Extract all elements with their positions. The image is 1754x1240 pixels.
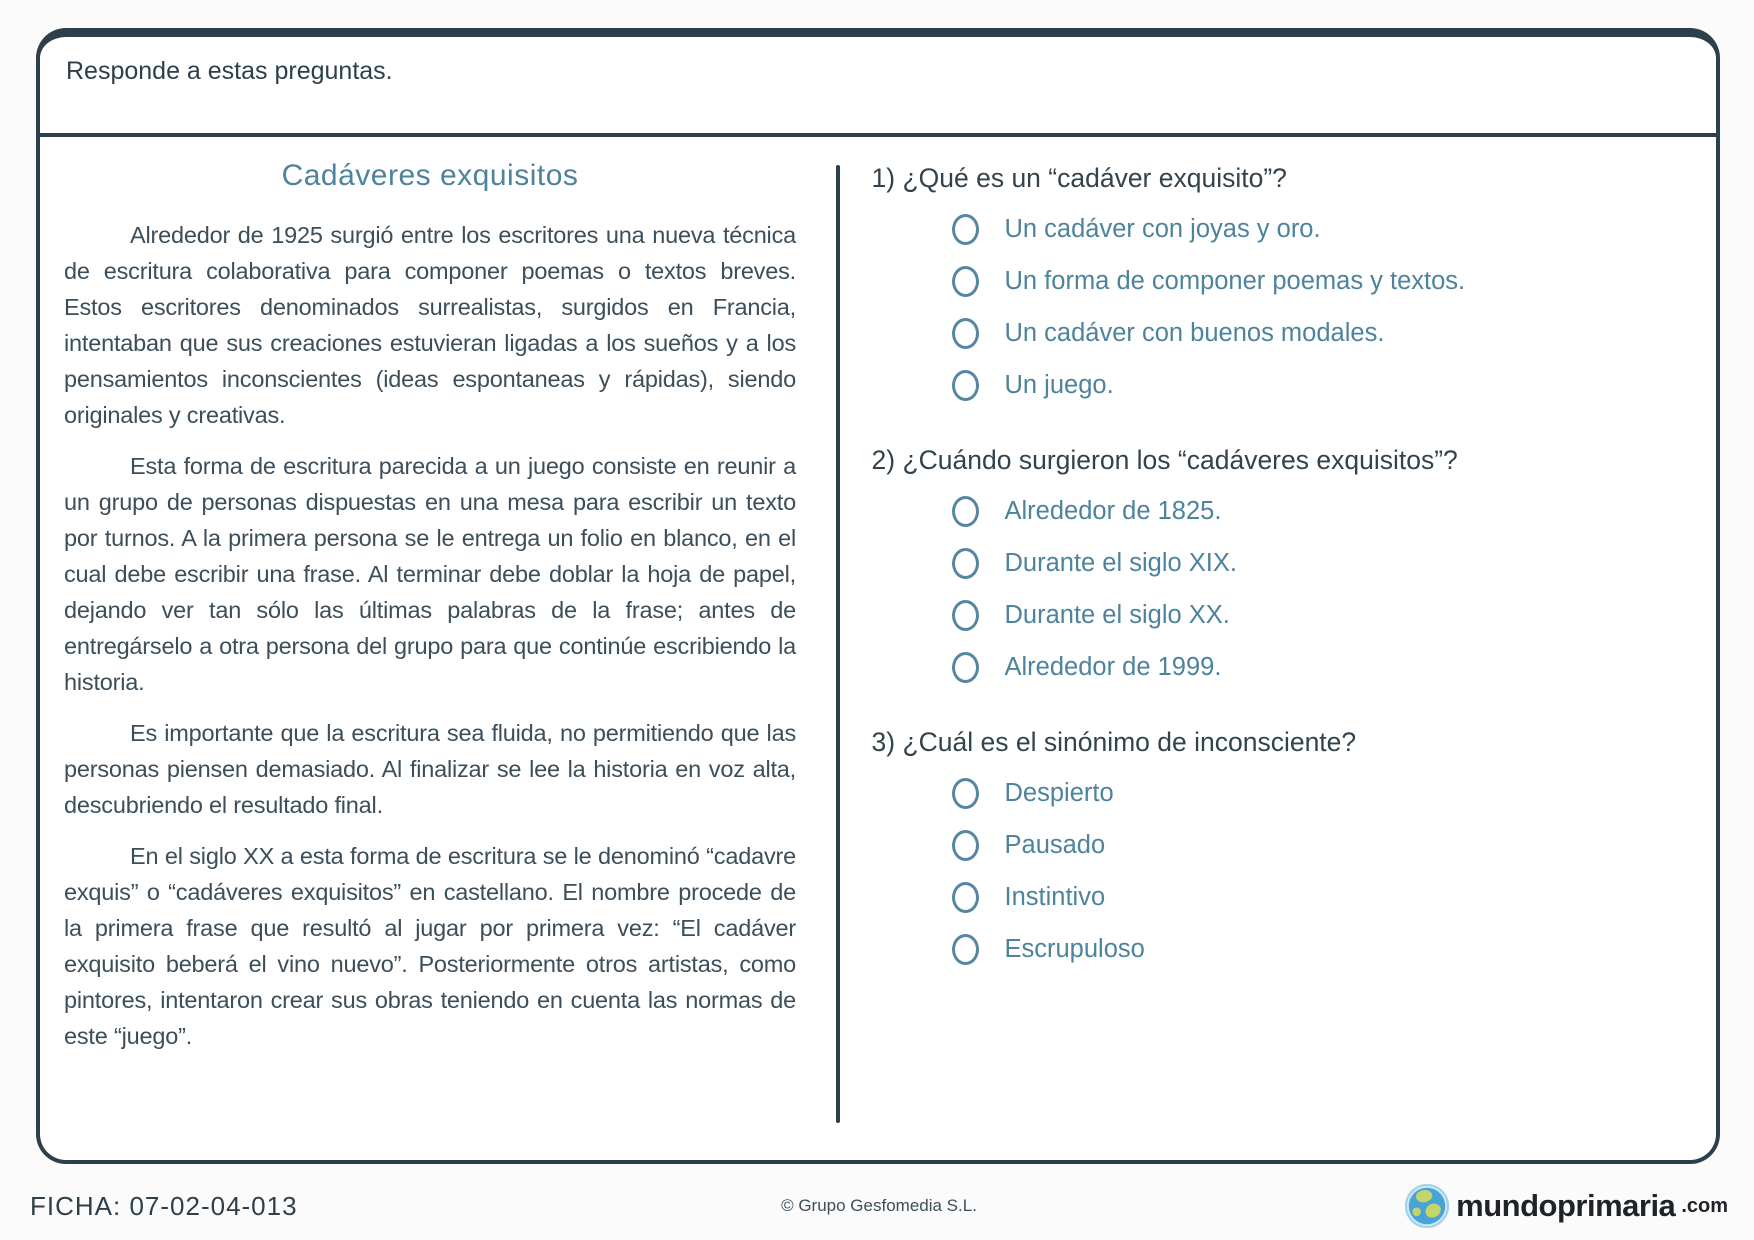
instruction-text: Responde a estas preguntas.	[66, 57, 393, 85]
brand-name: mundoprimaria	[1456, 1188, 1676, 1223]
reading-passage	[40, 137, 836, 1160]
question-2-option-3[interactable]: Durante el siglo XX.	[952, 600, 1687, 631]
radio-button-icon[interactable]	[952, 214, 979, 245]
radio-button-icon[interactable]	[952, 882, 979, 913]
question-3-option-2[interactable]: Pausado	[952, 830, 1687, 861]
passage-paragraph-3: Es importante que la escritura sea fluida, no permitiendo que las personas piensen demasiado. Al finalizar se lee la historia en voz alta, descubriendo el resultado final.	[64, 720, 796, 818]
question-1-number: 1)	[871, 163, 896, 193]
passage-paragraph-2: Esta forma de escritura parecida a un juego consiste en reunir a un grupo de personas dispuestas en una mesa para escribir un texto por turnos. A la primera persona se le entrega un folio en blanco, en el cual debe escribir una frase. Al terminar debe doblar la hoja de papel, dejando ver tan sólo las últimas palabras de la frase; antes de entregárselo a otra persona del grupo para que continúe escribiendo la historia.	[64, 453, 796, 695]
globe-icon	[1404, 1183, 1450, 1229]
question-1-option-1[interactable]: Un cadáver con joyas y oro.	[952, 214, 1687, 245]
radio-button-icon[interactable]	[952, 830, 979, 861]
radio-button-icon[interactable]	[952, 600, 979, 631]
passage-paragraph-1: Alrededor de 1925 surgió entre los escritores una nueva técnica de escritura colaborativa para componer poemas o textos breves. Estos escritores denominados surrealistas, surgidos en Francia, intentaban que sus creaciones estuvieran ligadas a los sueños y a los pensamientos inconscientes (ideas espontaneas y rápidas), siendo originales y creativas.	[64, 222, 796, 428]
question-3-option-1[interactable]: Despierto	[952, 778, 1687, 809]
question-1-option-3[interactable]: Un cadáver con buenos modales.	[952, 318, 1687, 349]
question-1-option-4[interactable]: Un juego.	[952, 370, 1687, 401]
radio-button-icon[interactable]	[952, 318, 979, 349]
radio-button-icon[interactable]	[952, 548, 979, 579]
radio-button-icon[interactable]	[952, 496, 979, 527]
worksheet-body	[40, 137, 1716, 1160]
question-2	[872, 445, 1687, 683]
question-1-text: 1) ¿Qué es un “cadáver exquisito”?	[871, 163, 1287, 193]
brand-logo[interactable]	[1404, 1183, 1728, 1229]
question-1-option-2[interactable]: Un forma de componer poemas y textos.	[952, 266, 1687, 297]
question-3-text: 3) ¿Cuál es el sinónimo de inconsciente?	[871, 727, 1357, 757]
question-2-option-4[interactable]: Alrededor de 1999.	[952, 652, 1687, 683]
radio-button-icon[interactable]	[952, 934, 979, 965]
question-3-option-3[interactable]: Instintivo	[952, 882, 1687, 913]
radio-button-icon[interactable]	[952, 778, 979, 809]
question-2-option-2[interactable]: Durante el siglo XIX.	[952, 548, 1687, 579]
passage-title: Cadáveres exquisitos	[281, 159, 579, 192]
ficha-code: FICHA: 07-02-04-013	[30, 1190, 298, 1221]
brand-suffix: .com	[1681, 1194, 1728, 1217]
questions-panel	[840, 137, 1717, 1160]
question-2-text: 2) ¿Cuándo surgieron los “cadáveres exquisitos”?	[871, 445, 1458, 475]
question-3-number: 3)	[871, 727, 896, 757]
question-3-option-4[interactable]: Escrupuloso	[952, 934, 1687, 965]
page-footer	[30, 1178, 1728, 1234]
passage-paragraph-4: En el siglo XX a esta forma de escritura se le denominó “cadavre exquis” o “cadáveres exquisitos” en castellano. El nombre procede de la primera frase que resultó al jugar por primera vez: “El cadáver exquisito beberá el vino nuevo”. Posteriormente otros artistas, como pintores, intentaron crear sus obras teniendo en cuenta las normas de este “juego”.	[64, 843, 796, 1049]
copyright-text: © Grupo Gesfomedia S.L.	[781, 1196, 977, 1215]
question-1	[872, 163, 1687, 401]
question-3	[872, 727, 1687, 965]
radio-button-icon[interactable]	[952, 370, 979, 401]
instruction-bar	[40, 37, 1716, 137]
question-2-number: 2)	[871, 445, 896, 475]
worksheet-frame	[36, 28, 1720, 1164]
radio-button-icon[interactable]	[952, 266, 979, 297]
question-2-option-1[interactable]: Alrededor de 1825.	[952, 496, 1687, 527]
radio-button-icon[interactable]	[952, 652, 979, 683]
